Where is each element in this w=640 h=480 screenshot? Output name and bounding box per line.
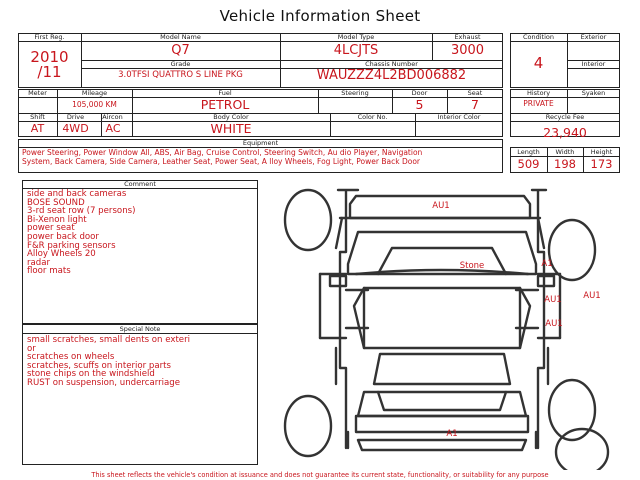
mark-windshield: Stone [459, 261, 485, 271]
exhaust-value: 3000 [450, 43, 485, 58]
comment-line: BOSE SOUND [27, 197, 85, 208]
special-note-line: stone chips on the windshield [27, 369, 155, 380]
model-type-value: 4LCJTS [333, 43, 379, 58]
model-name-value: Q7 [171, 43, 190, 58]
disclaimer-footer: This sheet reflects the vehicle's condition at issuance and does not guarantee its current state, functionality, or suitability for any purpose [91, 471, 549, 479]
seat-value: 7 [471, 97, 479, 112]
comment-line: power seat [27, 223, 75, 234]
condition-label: Condition [522, 33, 555, 41]
meter-label: Meter [28, 89, 47, 97]
grade-label: Grade [170, 60, 191, 68]
comment-line: Bi-Xenon light [27, 214, 87, 225]
aircon-value: AC [105, 122, 121, 135]
special-note-label: Special Note [119, 325, 161, 333]
special-note-list [27, 336, 255, 388]
body-color-label: Body Color [213, 113, 249, 121]
first-reg-month: /11 [37, 64, 62, 80]
mark-right-front: A1 [541, 259, 553, 269]
recycle-fee-label: Recycle Fee [545, 113, 585, 121]
comment-line: F&R parking sensors [27, 240, 116, 251]
steering-label: Steering [341, 89, 369, 97]
special-note-line: or [27, 343, 36, 354]
spare-wheel [556, 429, 608, 470]
model-type-label: Model Type [337, 33, 375, 41]
body-color-value: WHITE [210, 121, 252, 136]
special-note-line: RUST on suspension, undercarriage [27, 377, 181, 388]
history-label: History [526, 89, 551, 97]
interior-color-label: Interior Color [437, 113, 481, 121]
comment-line: floor mats [27, 266, 71, 277]
fuel-value: PETROL [200, 97, 250, 112]
comment-line: power back door [27, 231, 99, 242]
mark-right-edge: AU1 [583, 291, 601, 301]
length-label: Length [517, 148, 540, 156]
first-reg-year: 2010 [30, 49, 69, 65]
height-value: 173 [590, 157, 613, 171]
wheel-rear-left [285, 396, 331, 456]
chassis-number-label: Chassis Number [365, 60, 418, 68]
sheet-title: Vehicle Information Sheet [219, 7, 421, 25]
comment-line: side and back cameras [27, 189, 127, 199]
vehicle-damage-diagram [260, 178, 640, 470]
recycle-fee-value: 23,940 [543, 125, 587, 140]
mark-right-door-rear: AU1 [545, 319, 563, 329]
model-name-label: Model Name [160, 33, 201, 41]
comment-label: Comment [124, 180, 156, 188]
drive-value: 4WD [62, 122, 89, 135]
condition-value: 4 [533, 55, 544, 72]
width-label: Width [555, 148, 575, 156]
equipment-text: Power Steering, Power Window All, ABS, Air Bag, Cruise Control, Steering Switch, Au dio Player, Navigation System, Back Camera, Side Camera, Leather Seat, Power Seat, A lloy Wheels, Fog Light, Power Back Door [22, 148, 423, 166]
width-value: 198 [554, 157, 576, 171]
height-label: Height [590, 148, 613, 156]
exhaust-label: Exhaust [454, 33, 481, 41]
aircon-label: Aircon [102, 113, 123, 121]
special-note-line: scratches, scuffs on interior parts [27, 360, 172, 371]
special-note-line: small scratches, small dents on exteri [27, 335, 191, 345]
mileage-value: 105,000 KM [72, 100, 117, 109]
history-value: PRIVATE [523, 99, 554, 108]
wheel-front-left [285, 190, 331, 250]
color-no-label: Color No. [357, 113, 388, 121]
mileage-label: Mileage [81, 89, 108, 97]
door-value: 5 [415, 97, 424, 112]
comment-line: Alloy Wheels 20 [27, 249, 96, 260]
door-label: Door [411, 89, 428, 97]
drive-label: Drive [66, 113, 85, 121]
comment-line: radar [27, 257, 51, 268]
mark-rear: A1 [446, 429, 458, 439]
comment-line: 3-rd seat row (7 persons) [27, 206, 136, 217]
chassis-number-value: WAUZZZ4L2BD006882 [316, 68, 467, 83]
exterior-label: Exterior [580, 33, 607, 41]
interior-label: Interior [581, 60, 606, 68]
length-value: 509 [517, 157, 540, 171]
wheel-front-right [549, 220, 595, 280]
mark-front: AU1 [432, 201, 450, 211]
grade-value: 3.0TFSI QUATTRO S LINE PKG [118, 70, 243, 80]
special-note-line: scratches on wheels [27, 352, 115, 363]
fuel-label: Fuel [218, 89, 232, 97]
syaken-label: Syaken [581, 89, 606, 97]
mark-right-door-front: AU1 [544, 295, 562, 305]
comment-list [27, 190, 255, 276]
equipment-label: Equipment [242, 139, 279, 147]
shift-label: Shift [30, 113, 45, 121]
seat-label: Seat [467, 89, 483, 97]
first-reg-label: First Reg. [34, 33, 65, 41]
shift-value: AT [30, 122, 45, 135]
